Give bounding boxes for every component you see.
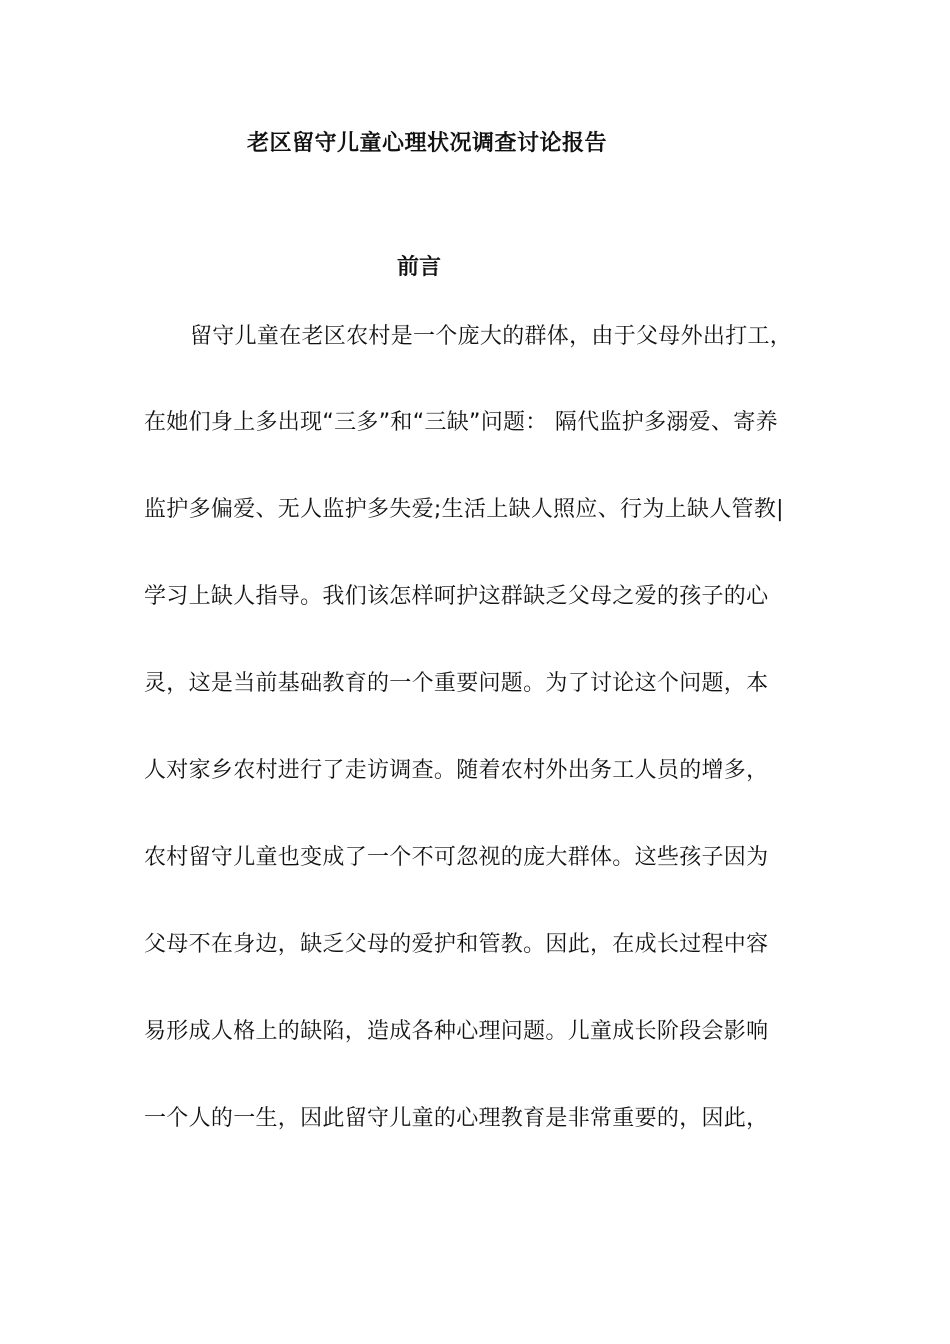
- body-line: 农村留守儿童也变成了一个不可忽视的庞大群体。这些孩子因为: [144, 845, 769, 870]
- document-title: 老区留守儿童心理状况调查讨论报告: [247, 131, 608, 156]
- body-line: 人对家乡农村进行了走访调查。随着农村外出务工人员的增多，: [144, 758, 769, 783]
- body-line: 易形成人格上的缺陷，造成各种心理问题。儿童成长阶段会影响: [144, 1019, 769, 1044]
- body-line: 监护多偏爱、无人监护多失爱;生活上缺人照应、行为上缺人管教|: [144, 497, 784, 522]
- body-line: 留守儿童在老区农村是一个庞大的群体，由于父母外出打工，: [190, 324, 793, 349]
- body-line: 父母不在身边，缺乏父母的爱护和管教。因此，在成长过程中容: [144, 932, 769, 957]
- body-line: 在她们身上多出现“三多”和“三缺”问题： 隔代监护多溺爱、寄养: [144, 410, 778, 435]
- body-line: 灵，这是当前基础教育的一个重要问题。为了讨论这个问题，本: [144, 671, 769, 696]
- section-heading-preface: 前言: [397, 255, 442, 280]
- body-line: 学习上缺人指导。我们该怎样呵护这群缺乏父母之爱的孩子的心: [144, 584, 769, 609]
- body-line: 一个人的一生，因此留守儿童的心理教育是非常重要的，因此，: [144, 1106, 769, 1131]
